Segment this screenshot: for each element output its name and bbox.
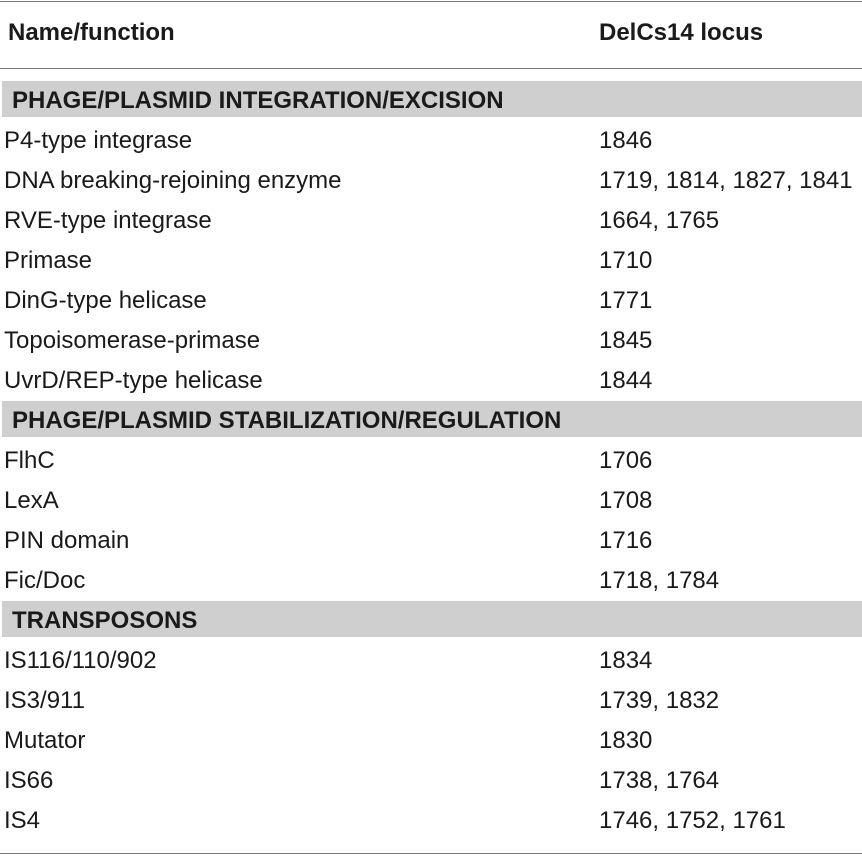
function-name: LexA [4,487,59,514]
function-name: IS66 [4,767,54,794]
locus-value: 1830 [599,727,653,754]
function-name: UvrD/REP-type helicase [4,367,263,394]
section-header-integration [0,79,862,119]
function-name: RVE-type integrase [4,207,212,234]
locus-value: 1846 [599,127,653,154]
table-row [0,119,862,159]
locus-value: 1845 [599,327,653,354]
locus-value: 1738, 1764 [599,767,720,794]
table-row [0,799,862,839]
table-row [0,439,862,479]
function-name: PIN domain [4,527,130,554]
function-name: Mutator [4,727,86,754]
locus-value: 1716 [599,527,653,554]
locus-value: 1746, 1752, 1761 [599,807,786,834]
function-name: P4-type integrase [4,127,193,154]
table-row [0,639,862,679]
table-row [0,159,862,199]
section-title: PHAGE/PLASMID STABILIZATION/REGULATION [12,407,562,434]
locus-value: 1834 [599,647,653,674]
function-name: Primase [4,247,93,274]
locus-value: 1706 [599,447,653,474]
function-name: DNA breaking-rejoining enzyme [4,167,342,194]
function-name: Topoisomerase-primase [4,327,261,354]
header-bottom-rule [0,68,862,69]
table-body [0,79,862,839]
locus-value: 1708 [599,487,653,514]
table-row [0,359,862,399]
locus-value: 1739, 1832 [599,687,720,714]
table-header-row [0,2,862,68]
function-name: IS3/911 [4,687,85,714]
table-row [0,519,862,559]
function-name: IS116/110/902 [4,647,157,674]
section-title: PHAGE/PLASMID INTEGRATION/EXCISION [12,87,504,114]
table-row [0,319,862,359]
locus-value: 1718, 1784 [599,567,720,594]
function-name: FlhC [4,447,55,474]
column-header-name: Name/function [8,19,175,46]
function-name: Fic/Doc [4,567,86,594]
locus-value: 1710 [599,247,653,274]
table-row [0,199,862,239]
locus-value: 1771 [599,287,653,314]
table-row [0,239,862,279]
table-bottom-rule [0,853,862,854]
table-row [0,279,862,319]
table-row [0,759,862,799]
function-name: DinG-type helicase [4,287,207,314]
section-header-stabilization [0,399,862,439]
table-row [0,479,862,519]
locus-value: 1719, 1814, 1827, 1841 [599,167,853,194]
table-row [0,719,862,759]
table-row [0,559,862,599]
column-header-locus: DelCs14 locus [599,19,764,46]
table-row [0,679,862,719]
locus-value: 1664, 1765 [599,207,720,234]
function-name: IS4 [4,807,41,834]
section-header-transposons [0,599,862,639]
section-title: TRANSPOSONS [12,607,198,634]
locus-value: 1844 [599,367,653,394]
